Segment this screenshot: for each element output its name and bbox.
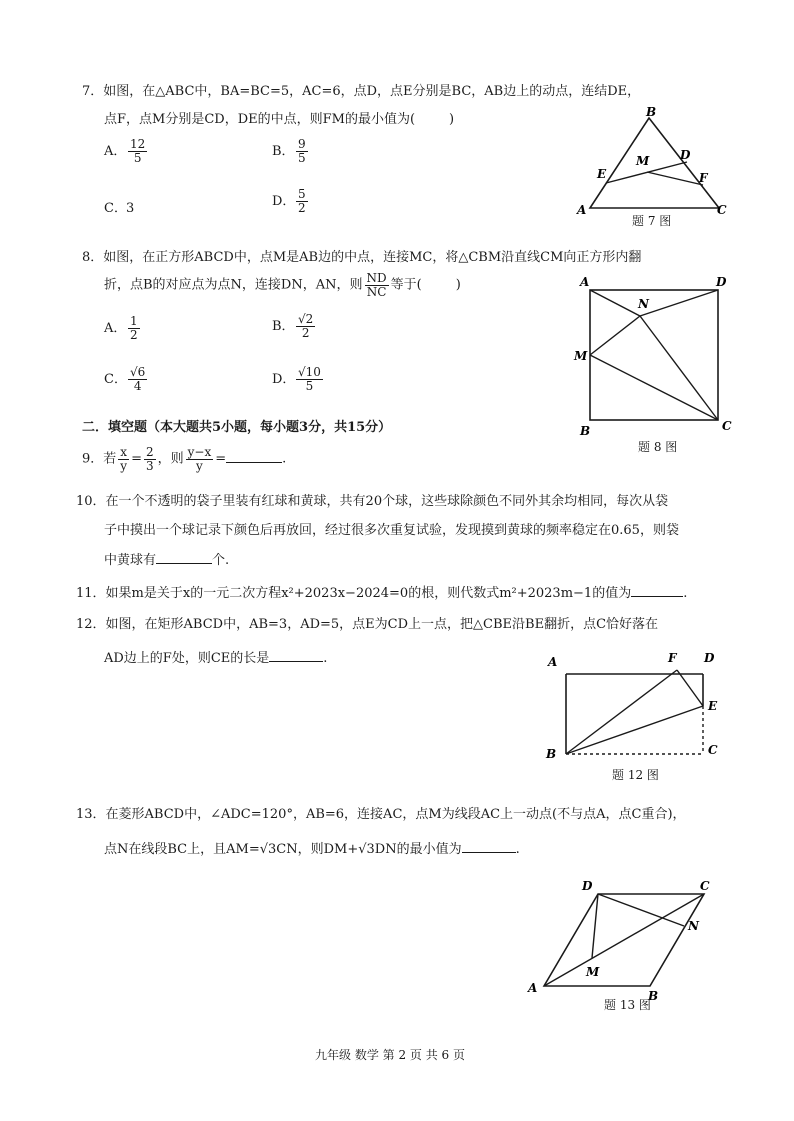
label-d: D <box>582 879 593 893</box>
frac-num: 9 <box>298 137 306 151</box>
option-label: B． <box>272 318 295 334</box>
q13-end: . <box>515 842 520 857</box>
q8-caption: 题 8 图 <box>638 440 678 454</box>
segment-mf <box>647 172 703 185</box>
q13-figure <box>520 874 730 1003</box>
label-b: B <box>546 747 557 761</box>
q10-line1: 10．在一个不透明的袋子里装有红球和黄球，共有20个球，这些球除颜色不同外其余均相同，每次从袋 <box>76 494 669 509</box>
q8-option-c <box>104 366 149 392</box>
q7-stem: 点F，点M分别是CD，DE的中点，则FM的最小值为( <box>104 112 416 127</box>
frac-den: 2 <box>301 325 310 340</box>
frac-den: 4 <box>133 378 142 393</box>
option-label: C． <box>104 201 127 216</box>
triangle-abc <box>590 118 719 208</box>
q9-pre: 9．若 <box>82 451 117 467</box>
segment-an <box>590 290 640 316</box>
q10-line2: 子中摸出一个球记录下颜色后再放回，经过很多次重复试验，发现摸到黄球的频率稳定在0.65，则袋 <box>104 523 679 538</box>
frac-num: y−x <box>187 445 212 459</box>
frac-num: √10 <box>298 365 321 379</box>
q8-line1: 8．如图，在正方形ABCD中，点M是AB边的中点，连接MC，将△CBM沿直线CM向正方形内翻 <box>82 250 642 265</box>
q9-end: . <box>282 451 287 467</box>
label-m: M <box>636 154 650 168</box>
q8-close: ) <box>455 277 461 293</box>
q10-stem: 中黄球有 <box>104 553 157 568</box>
q13-line2 <box>104 838 520 857</box>
frac-num: 2 <box>145 445 154 459</box>
frac-num: ND <box>366 271 387 285</box>
option-label: A． <box>104 320 127 336</box>
q7-option-d <box>272 188 310 214</box>
label-d: D <box>680 148 691 162</box>
q10-end: 个. <box>212 553 230 568</box>
q9-mid: ，则 <box>157 451 184 467</box>
option-label: C． <box>104 371 127 387</box>
frac-den: y <box>120 458 128 473</box>
q7-option-a <box>104 138 149 164</box>
frac-num: 5 <box>298 187 306 201</box>
segment-dn <box>640 290 718 316</box>
q12-line2 <box>104 647 327 666</box>
frac-num: √2 <box>298 312 314 326</box>
segment-mn <box>590 316 640 355</box>
frac-den: 5 <box>298 150 306 165</box>
q13-line1: 13．在菱形ABCD中，∠ADC=120°，AB=6，连接AC，点M为线段AC上一动点(不与点A，点C重合)， <box>76 807 686 822</box>
q7-option-c <box>104 197 134 216</box>
label-b: B <box>580 424 591 438</box>
label-a: A <box>580 275 590 289</box>
q8-option-a <box>104 315 142 341</box>
q8-figure <box>570 272 740 437</box>
label-n: N <box>688 919 699 933</box>
label-n: N <box>638 297 649 311</box>
label-c: C <box>722 419 732 433</box>
answer-blank[interactable] <box>462 852 516 853</box>
label-d: D <box>716 275 727 289</box>
q12-figure <box>540 648 730 766</box>
frac-num: 1 <box>130 314 138 328</box>
label-m: M <box>586 965 600 979</box>
label-a: A <box>528 981 538 995</box>
q7-line1: 7．如图，在△ABC中，BA=BC=5，AC=6，点D，点E分别是BC，AB边上的动点，连结DE， <box>82 84 641 99</box>
label-c: C <box>700 879 710 893</box>
answer-blank[interactable] <box>226 462 282 463</box>
q8-option-b <box>272 313 317 339</box>
q12-line1: 12．如图，在矩形ABCD中，AB=3，AD=5，点E为CD上一点，把△CBE沿BE翻折，点C恰好落在 <box>76 617 659 632</box>
label-b: B <box>648 989 659 1003</box>
q9-eq: = <box>131 451 142 467</box>
option-value: 3 <box>126 201 135 216</box>
label-c: C <box>708 743 718 757</box>
label-m: M <box>574 349 588 363</box>
q8-option-d <box>272 366 325 392</box>
label-e: E <box>597 167 607 181</box>
option-label: B． <box>272 143 295 159</box>
diagonal-ac <box>544 894 704 986</box>
segment-dn <box>598 894 684 926</box>
q8-line2 <box>104 272 461 298</box>
frac-den: 3 <box>145 458 154 473</box>
frac-num: √6 <box>130 365 146 379</box>
frac-den: 2 <box>130 327 138 342</box>
label-c: C <box>717 203 727 217</box>
label-f: F <box>668 651 677 665</box>
option-label: D． <box>272 193 296 209</box>
frac-den: 2 <box>298 200 306 215</box>
q11-end: . <box>683 586 688 601</box>
option-label: D． <box>272 371 296 387</box>
label-a: A <box>548 655 558 669</box>
q8-stem: 折，点B的对应点为点N，连接DN，AN，则 <box>104 277 363 293</box>
label-d: D <box>704 651 715 665</box>
answer-blank[interactable] <box>156 563 212 564</box>
option-label: A． <box>104 143 127 159</box>
q8-stem-end: 等于( <box>390 277 422 293</box>
label-e: E <box>708 699 718 713</box>
label-a: A <box>577 203 587 217</box>
q11 <box>76 582 687 601</box>
segment-be <box>566 706 703 754</box>
label-b: B <box>646 105 657 119</box>
answer-blank[interactable] <box>631 596 683 597</box>
segment-bf <box>566 670 677 754</box>
q7-caption: 题 7 图 <box>632 214 672 228</box>
q7-option-b <box>272 138 310 164</box>
frac-num: x <box>120 445 128 459</box>
segment-nc <box>640 316 718 420</box>
answer-blank[interactable] <box>269 661 323 662</box>
frac-den: 5 <box>133 150 142 165</box>
q12-stem: AD边上的F处，则CE的长是 <box>104 651 270 666</box>
q10-line3 <box>104 549 229 568</box>
label-f: F <box>699 171 708 185</box>
square-abcd <box>590 290 718 420</box>
frac-den: NC <box>366 284 387 299</box>
q7-line2 <box>104 108 454 127</box>
page-footer: 九年级 数学 第 2 页 共 6 页 <box>315 1048 465 1062</box>
q12-caption: 题 12 图 <box>612 768 659 782</box>
q13-caption: 题 13 图 <box>604 998 651 1012</box>
section-heading: 二．填空题（本大题共5小题，每小题3分，共15分） <box>82 420 392 435</box>
q7-close: ) <box>449 112 455 127</box>
frac-num: 12 <box>130 137 146 151</box>
segment-fe <box>677 670 703 706</box>
q13-stem: 点N在线段BC上，且AM=√3CN，则DM+√3DN的最小值为 <box>104 842 462 857</box>
frac-den: y <box>196 458 203 473</box>
q7-figure <box>565 104 735 222</box>
segment-mc <box>590 355 718 420</box>
q9-eq2: = <box>215 451 227 467</box>
frac-den: 5 <box>305 378 314 393</box>
q11-stem: 11．如果m是关于x的一元二次方程x²+2023x−2024=0的根，则代数式m²+2023m−1的值为 <box>76 586 632 601</box>
q12-end: . <box>323 651 328 666</box>
q9 <box>82 446 286 472</box>
